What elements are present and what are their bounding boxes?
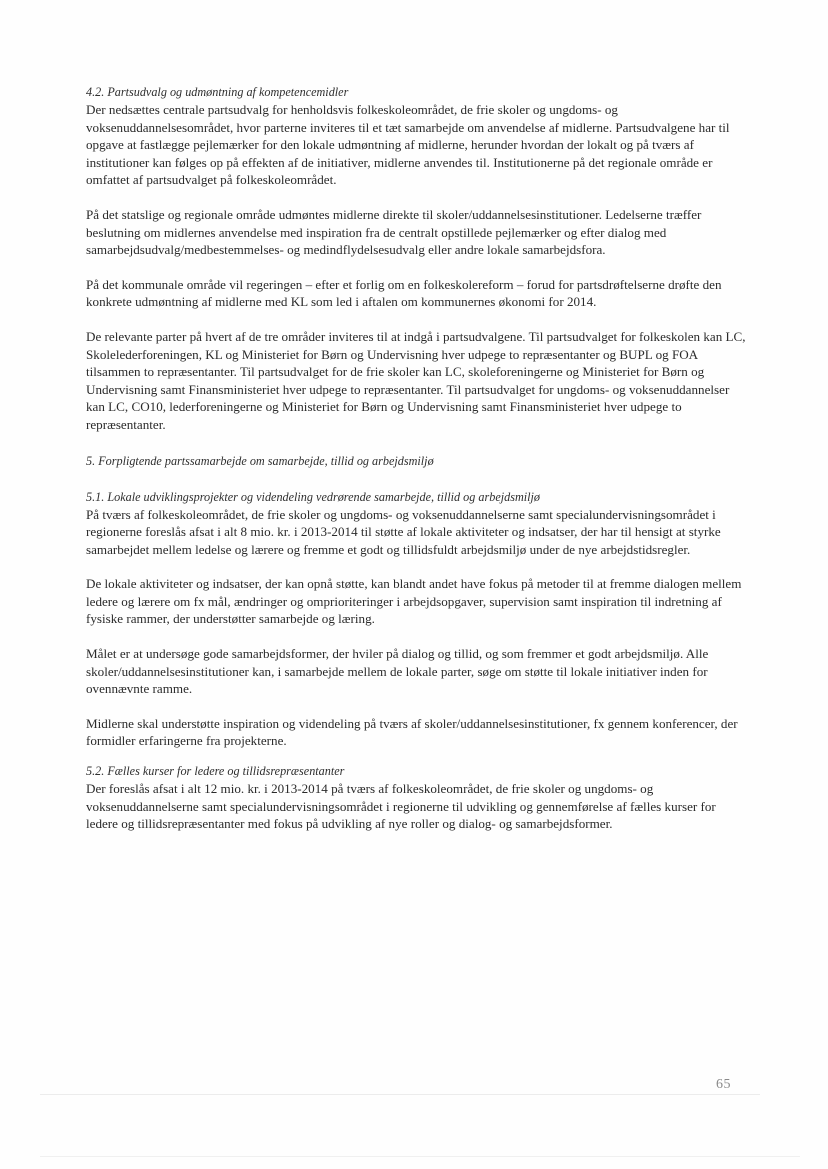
paragraph: På det kommunale område vil regeringen – efter et forlig om en folkeskolereform – forud for partsdrøftelserne drøfte den konkrete udmøntning af midlerne med KL som led i aftalen om kommunernes økonomi for 2014. bbox=[86, 276, 722, 310]
document-body bbox=[86, 84, 746, 833]
paragraph: De lokale aktiviteter og indsatser, der kan opnå støtte, kan blandt andet have fokus på metoder til at fremme dialogen mellem ledere og lærere om fx mål, ændringer og omprioriteringer i arbejdsopgaver, supervision samt inspiration til indretning af fysiske rammer, der understøtter samarbejde og læring. bbox=[86, 576, 742, 627]
footer-divider bbox=[40, 1094, 760, 1095]
section-heading-5: 5. Forpligtende partssamarbejde om samarbejde, tillid og arbejdsmiljø bbox=[86, 453, 434, 468]
page-number: 65 bbox=[716, 1077, 731, 1092]
paragraph: På det statslige og regionale område udmøntes midlerne direkte til skoler/uddannelsesinstitutioner. Ledelserne træffer beslutning om midlernes anvendelse med inspiration fra de centralt opstillede pejlemærker og efter dialog med samarbejdsudvalg/medbestemmelses- og medindflydelsesudvalg eller andre lokale samarbejdsfora. bbox=[86, 206, 702, 258]
section-heading-5-1: 5.1. Lokale udviklingsprojekter og videndeling vedrørende samarbejde, tillid og arbejdsmiljø bbox=[86, 489, 541, 504]
paragraph: Målet er at undersøge gode samarbejdsformer, der hviler på dialog og tillid, og som fremmer et godt arbejdsmiljø. Alle skoler/uddannelsesinstitutioner kan, i samarbejde mellem de lokale parter, søge om støtte til lokale initiativer inden for ovennævnte ramme. bbox=[86, 646, 709, 697]
paragraph: Der foreslås afsat i alt 12 mio. kr. i 2013-2014 på tværs af folkeskoleområdet, de frie skoler og ungdoms- og voksenuddannelserne samt specialundervisningsområdet i regionerne til udvikling og gennemførelse af fælles kurser for ledere og tillidsrepræsentanter med fokus på udvikling af nye roller og dialog- og samarbejdsformer. bbox=[86, 781, 716, 832]
paragraph: På tværs af folkeskoleområdet, de frie skoler og ungdoms- og voksenuddannelserne samt specialundervisningsområdet i regionerne foreslås afsat i alt 8 mio. kr. i 2013-2014 til støtte af lokale aktiviteter og indsatser, der har til hensigt at styrke samarbejdet mellem ledelse og lærere og fremme et godt og tillidsfuldt arbejdsmiljø under de nye arbejdstidsregler. bbox=[86, 506, 721, 557]
section-heading-4-2: 4.2. Partsudvalg og udmøntning af kompetencemidler bbox=[86, 85, 349, 99]
paragraph: Midlerne skal understøtte inspiration og videndeling på tværs af skoler/uddannelsesinstitutioner, fx gennem konferencer, der formidler erfaringerne fra projekterne. bbox=[86, 715, 738, 749]
section-heading-5-2: 5.2. Fælles kurser for ledere og tillidsrepræsentanter bbox=[86, 764, 345, 779]
paragraph: De relevante parter på hvert af de tre områder inviteres til at indgå i partsudvalgene. Til partsudvalget for folkeskolen kan LC, Skolelederforeningen, KL og Ministeriet for Børn og Undervisning hver udpege to repræsentanter og BUPL og FOA tilsammen to repræsentanter. Til partsudvalget for de frie skoler kan LC, skoleforeningerne og Ministeriet for Børn og Undervisning samt Finansministeriet hver udpege to repræsentanter. Til partsudvalget for ungdoms- og voksenuddannelser kan LC, CO10, lederforeningerne og Ministeriet for Børn og Undervisning samt Finansministeriet hver udpege to repræsentanter. bbox=[86, 328, 746, 432]
paragraph: Der nedsættes centrale partsudvalg for henholdsvis folkeskoleområdet, de frie skoler og ungdoms- og voksenuddannelsesområdet, hvor parterne inviteres til et tæt samarbejde om anvendelse af midlerne. Partsudvalgene har til opgave at fastlægge pejlemærker for den lokale udmøntning af midlerne, herunder hvordan der lokalt og på tværs af institutioner kan følges op på effekten af de initiativer, midlerne anvendes til. Institutionerne på det regionale område er omfattet af partsudvalget på folkeskoleområdet. bbox=[86, 102, 730, 188]
page-bottom-divider bbox=[40, 1156, 800, 1157]
